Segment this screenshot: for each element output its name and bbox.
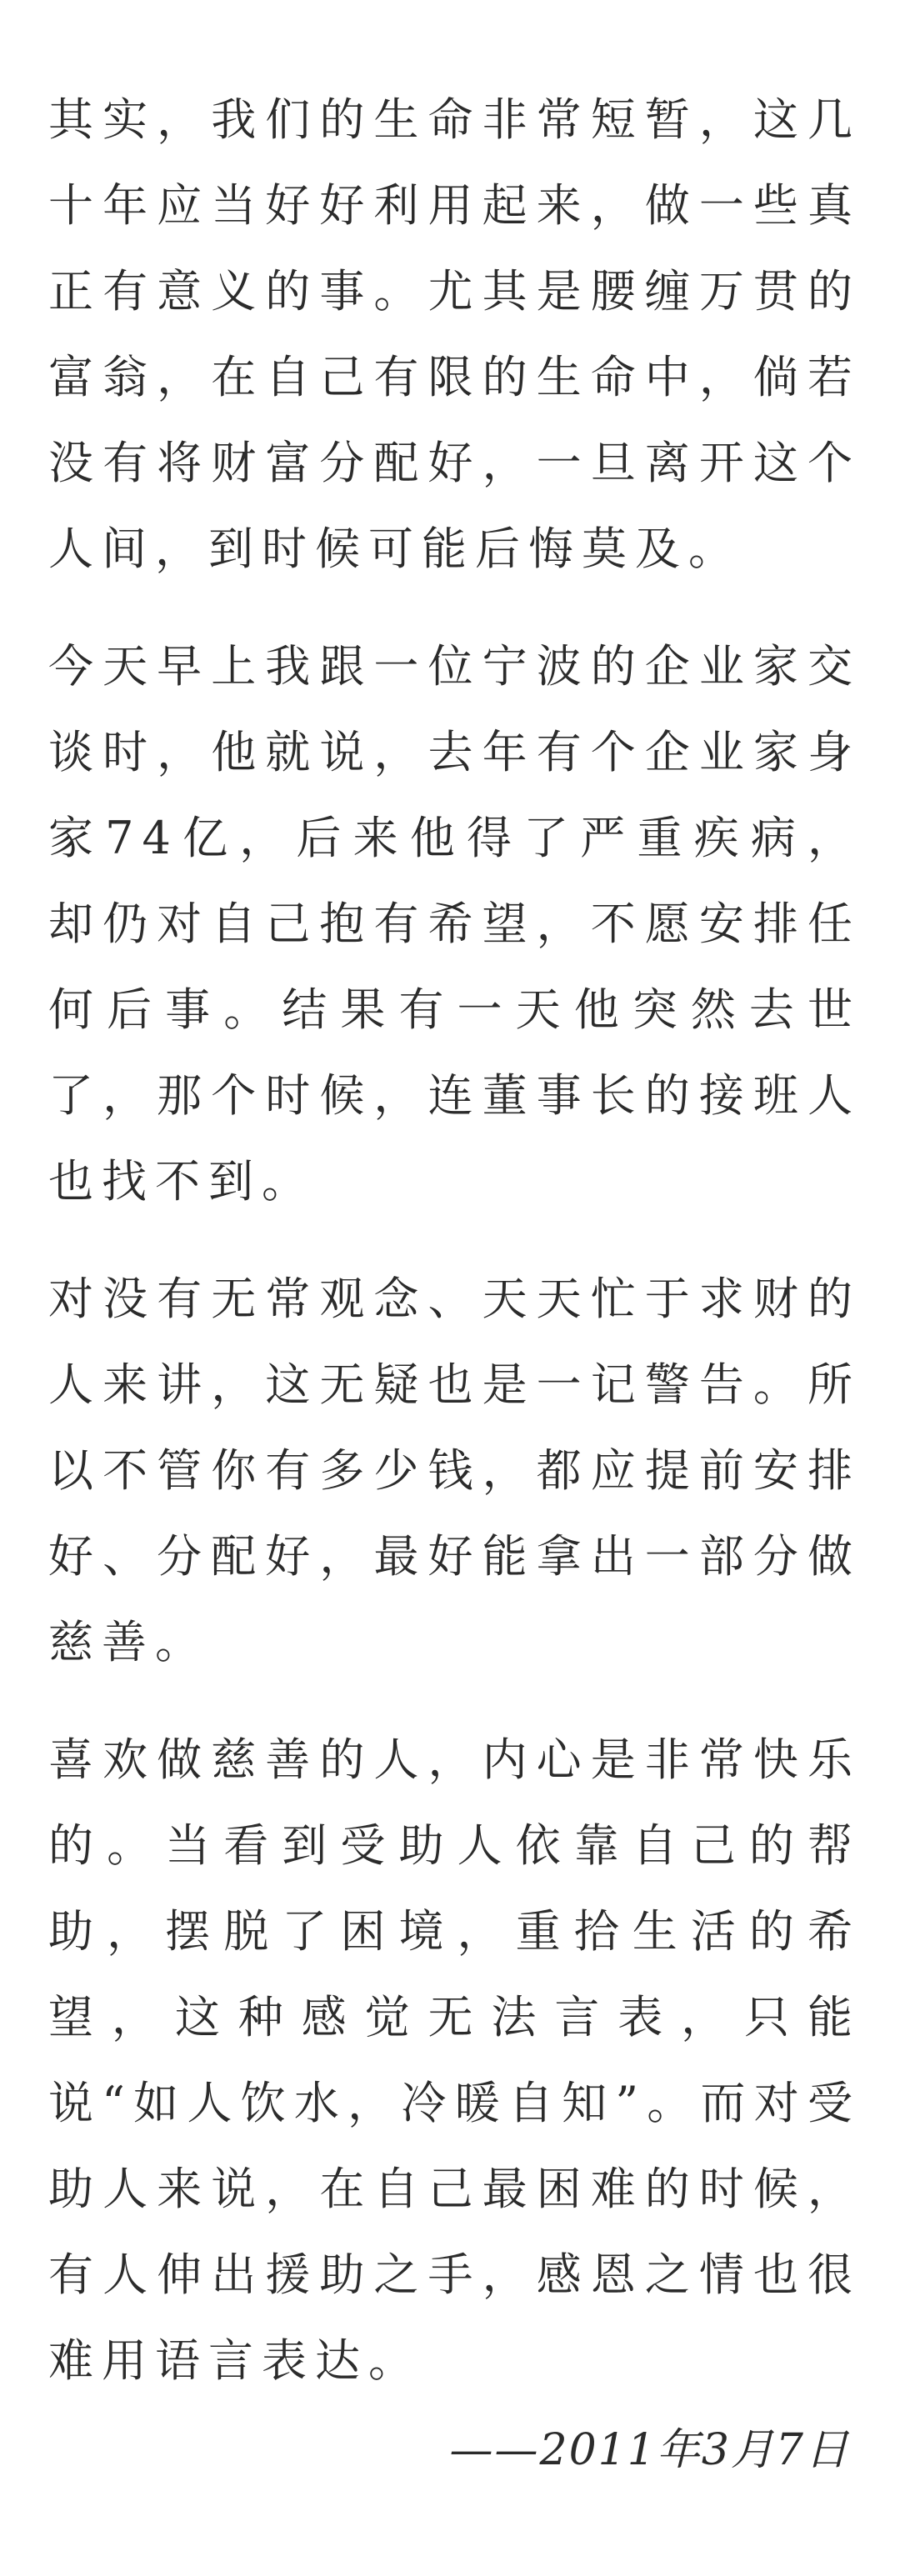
- signature-date: ——2011年3月7日: [449, 2425, 850, 2475]
- paragraph-2: 今天早上我跟一位宁波的企业家交谈时，他就说，去年有个企业家身家74亿，后来他得了严重疾病，却仍对自己抱有希望，不愿安排任何后事。结果有一天他突然去世了，那个时候，连董事长的接班人也找不到。: [48, 640, 861, 1208]
- paragraph-1: 其实，我们的生命非常短暂，这几十年应当好好利用起来，做一些真正有意义的事。尤其是腰缠万贯的富翁，在自己有限的生命中，倘若没有将财富分配好，一旦离开这个人间，到时候可能后悔莫及。: [48, 93, 861, 575]
- article-body: [48, 77, 861, 2435]
- paragraph-3: 对没有无常观念、天天忙于求财的人来讲，这无疑也是一记警告。所以不管你有多少钱，都应提前安排好、分配好，最好能拿出一部分做慈善。: [48, 1273, 861, 1668]
- paragraph-4: 喜欢做慈善的人，内心是非常快乐的。当看到受助人依靠自己的帮助，摆脱了困境，重拾生活的希望，这种感觉无法言表，只能说“如人饮水，冷暖自知”。而对受助人来说，在自己最困难的时候，有人伸出援助之手，感恩之情也很难用语言表达。: [48, 1733, 861, 2387]
